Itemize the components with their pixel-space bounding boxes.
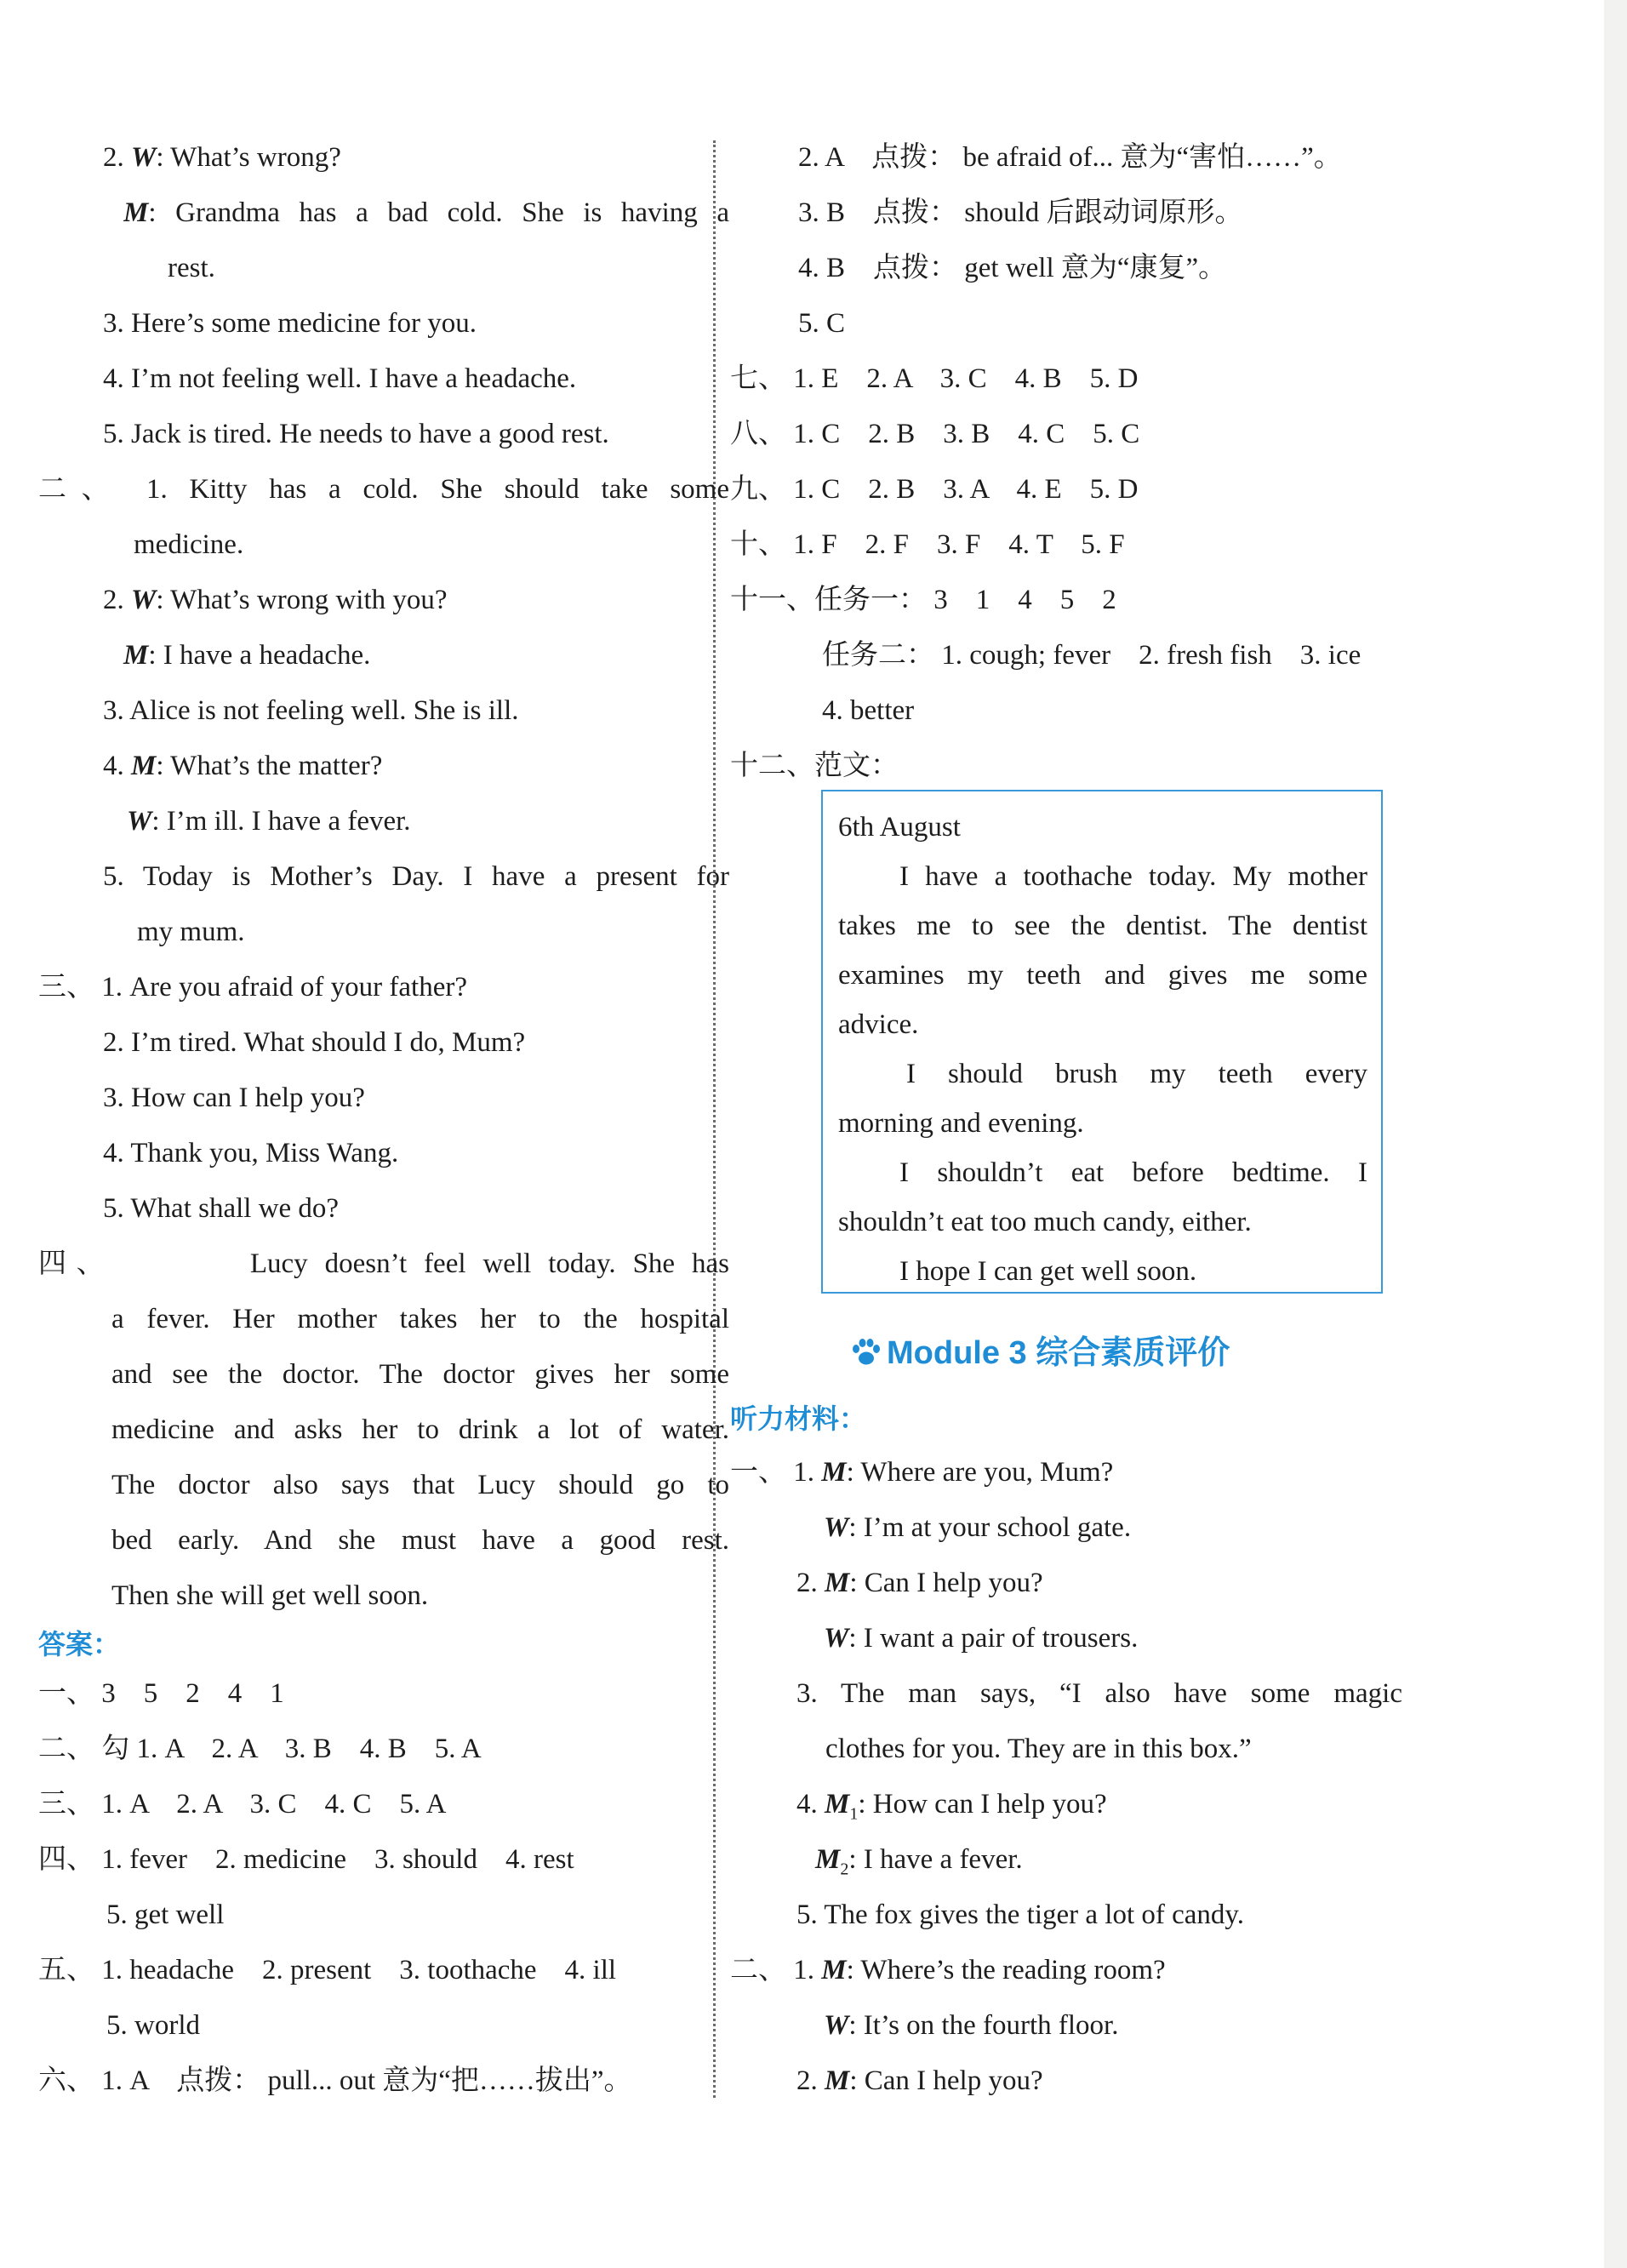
text-line: W: I’m at your school gate.	[824, 1512, 1132, 1543]
text-line: 4. I’m not feeling well. I have a headache.	[103, 363, 577, 394]
essay-line: takes me to see the dentist. The dentist	[838, 911, 1367, 941]
text-line: 3. How can I help you?	[103, 1083, 365, 1113]
text-line: 3. The man says, “I also have some magic	[796, 1678, 1402, 1709]
answers-heading: 答案：	[38, 1629, 121, 1660]
text-line: Then she will get well soon.	[111, 1580, 429, 1611]
text-line: 5. Jack is tired. He needs to have a good rest.	[103, 419, 609, 449]
column-divider	[713, 140, 716, 2098]
text-line: 5. C	[798, 308, 846, 339]
sample-essay-box	[821, 790, 1383, 1294]
text-line: 2. M: Can I help you?	[796, 1568, 1043, 1598]
listening-heading: 听力材料：	[730, 1403, 867, 1434]
text-line: 2. W: What’s wrong with you?	[103, 585, 448, 615]
text-line: 五、 1. headache 2. present 3. toothache 4. ill	[38, 1955, 617, 1985]
text-line: 四、 Lucy doesn’t feel well today. She has	[38, 1248, 729, 1279]
essay-line: I should brush my teeth every	[906, 1059, 1367, 1089]
text-line: W: I want a pair of trousers.	[824, 1623, 1139, 1654]
text-line: 2. A 点拨： be afraid of... 意为“害怕……”。	[798, 142, 1342, 173]
text-line: 5. The fox gives the tiger a lot of candy.	[796, 1900, 1245, 1930]
text-line: 3. Alice is not feeling well. She is ill.	[103, 695, 519, 726]
essay-line: I have a toothache today. My mother	[899, 861, 1367, 892]
essay-line: advice.	[838, 1009, 919, 1040]
text-line: a fever. Her mother takes her to the hospital	[111, 1304, 729, 1334]
text-line: 5. Today is Mother’s Day. I have a present for	[103, 861, 729, 892]
essay-line: morning and evening.	[838, 1108, 1084, 1139]
text-line: 七、 1. E 2. A 3. C 4. B 5. D	[730, 363, 1139, 394]
text-line: clothes for you. They are in this box.”	[825, 1734, 1252, 1764]
text-line: 4. better	[822, 695, 915, 726]
text-line: 3. Here’s some medicine for you.	[103, 308, 477, 339]
text-line: rest.	[168, 253, 215, 283]
text-line: 九、 1. C 2. B 3. A 4. E 5. D	[730, 474, 1139, 505]
text-line: 十、 1. F 2. F 3. F 4. T 5. F	[730, 529, 1125, 560]
text-line: my mum.	[137, 917, 245, 947]
text-line: 5. world	[106, 2010, 200, 2041]
text-line: medicine.	[134, 529, 244, 560]
text-line: $M_2$: I have a fever.	[815, 1844, 1023, 1879]
essay-line: I hope I can get well soon.	[899, 1256, 1197, 1287]
text-line: 4. M: What’s the matter?	[103, 751, 383, 781]
text-line: medicine and asks her to drink a lot of water.	[111, 1414, 729, 1445]
text-line: 十二、范文：	[730, 751, 899, 781]
text-line: 一、 1. M: Where are you, Mum?	[730, 1457, 1114, 1488]
text-line: bed early. And she must have a good rest.	[111, 1525, 729, 1556]
module-title	[851, 1332, 1230, 1374]
text-line: 一、 3 5 2 4 1	[38, 1678, 284, 1709]
text-line: 4. $M_1$: How can I help you?	[796, 1789, 1107, 1824]
essay-line: shouldn’t eat too much candy, either.	[838, 1207, 1252, 1237]
text-line: W: I’m ill. I have a fever.	[127, 806, 411, 837]
text-line: M: I have a headache.	[123, 640, 371, 671]
essay-line: I shouldn’t eat before bedtime. I	[899, 1157, 1367, 1188]
essay-line: examines my teeth and gives me some	[838, 960, 1367, 991]
text-line: 4. B 点拨： get well 意为“康复”。	[798, 253, 1227, 283]
essay-date: 6th August	[838, 812, 961, 843]
text-line: 2. W: What’s wrong?	[103, 142, 341, 173]
text-line: 八、 1. C 2. B 3. B 4. C 5. C	[730, 419, 1140, 449]
text-line: 十一、任务一： 3 1 4 5 2	[730, 585, 1116, 615]
module-title-text: Module 3 综合素质评价	[887, 1335, 1230, 1371]
text-line: The doctor also says that Lucy should go to	[111, 1470, 729, 1500]
text-line: M: Grandma has a bad cold. She is having a	[123, 197, 729, 228]
text-line: 三、 1. A 2. A 3. C 4. C 5. A	[38, 1789, 447, 1820]
text-line: 2. I’m tired. What should I do, Mum?	[103, 1027, 526, 1058]
text-line: 5. What shall we do?	[103, 1193, 340, 1224]
text-line: 2. M: Can I help you?	[796, 2065, 1043, 2096]
paw-icon	[851, 1338, 882, 1367]
text-line: 5. get well	[106, 1900, 225, 1930]
text-line: 任务二： 1. cough; fever 2. fresh fish 3. ice	[822, 640, 1362, 671]
text-line: 二、 勾 1. A 2. A 3. B 4. B 5. A	[38, 1734, 482, 1764]
text-line: and see the doctor. The doctor gives her some	[111, 1359, 729, 1390]
text-line: 三、 1. Are you afraid of your father?	[38, 972, 467, 1003]
text-line: 六、 1. A 点拨： pull... out 意为“把……拔出”。	[38, 2065, 632, 2096]
text-line: W: It’s on the fourth floor.	[824, 2010, 1119, 2041]
text-line: 3. B 点拨： should 后跟动词原形。	[798, 197, 1243, 228]
text-line: 4. Thank you, Miss Wang.	[103, 1138, 399, 1168]
text-line: 二、 1. M: Where’s the reading room?	[730, 1955, 1166, 1985]
text-line: 四、 1. fever 2. medicine 3. should 4. rest	[38, 1844, 574, 1875]
text-line: 二、 1. Kitty has a cold. She should take some	[38, 474, 729, 505]
